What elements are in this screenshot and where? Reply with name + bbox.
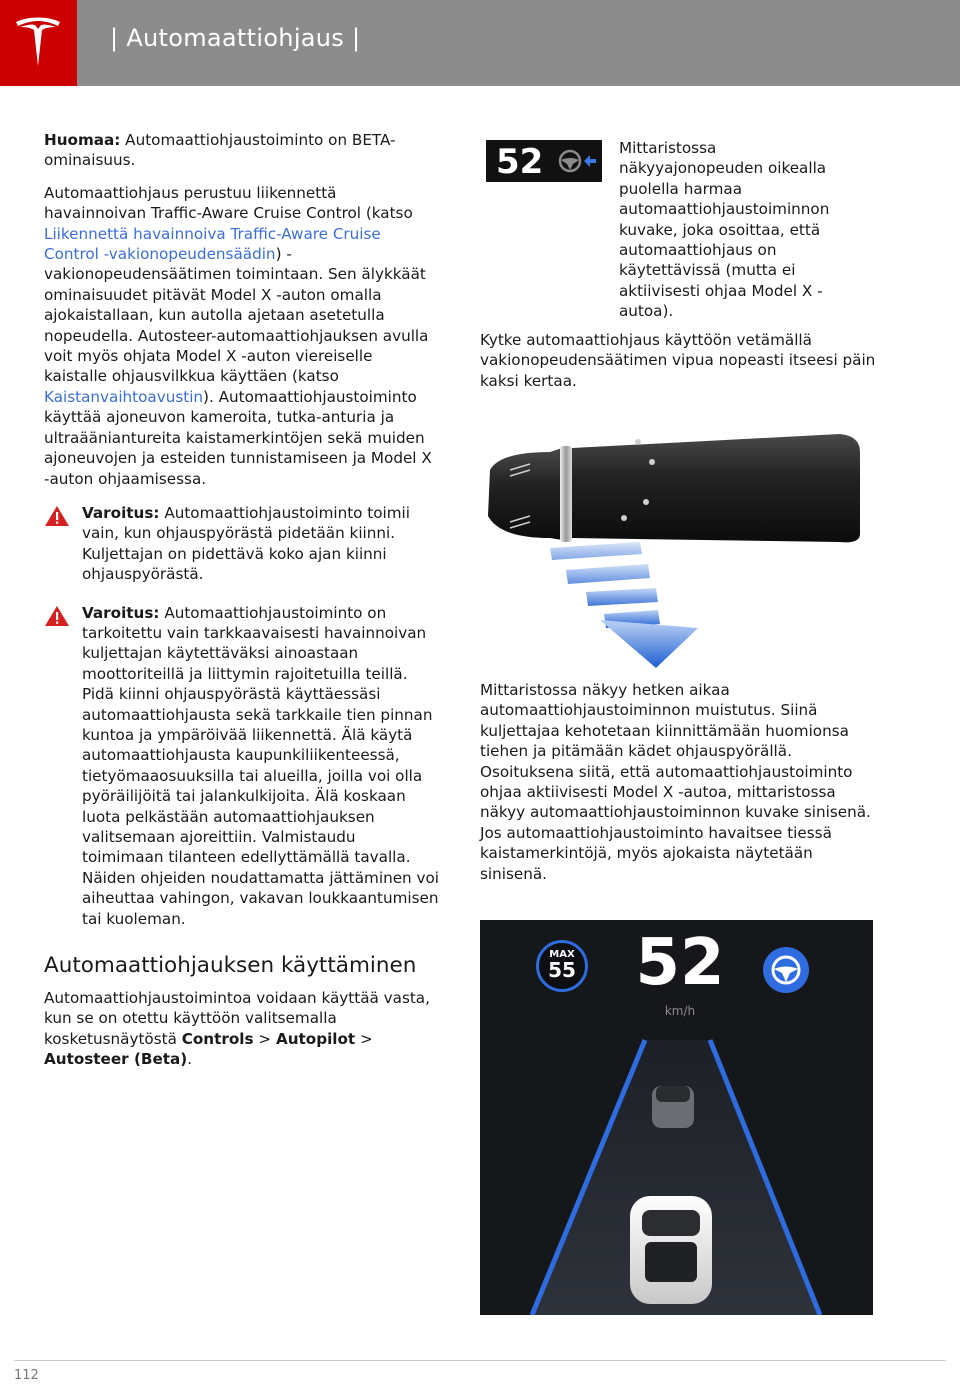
tacc-link[interactable]: Liikennettä havainnoiva Traffic-Aware Cruise Control -vakionopeudensäädin: [44, 224, 381, 264]
usage-paragraph: [44, 988, 439, 1070]
current-speed: 52: [635, 926, 725, 1000]
tesla-logo: [0, 0, 77, 86]
instrument-cluster-display: [480, 920, 873, 1315]
intro-text-a: Automaattiohjaus perustuu liikennettä havainnoivan Traffic-Aware Cruise Control (katso: [44, 183, 413, 223]
warning-label-2: Varoitus:: [82, 603, 160, 622]
controls-label: Controls: [181, 1029, 254, 1048]
warning-text-1: Automaattiohjaustoiminto toimii vain, kun ohjauspyörästä pidetään kiinni. Kuljettajan on pidettävä koko ajan kiinni ohjauspyörästä.: [82, 503, 410, 584]
autosteer-available-text: [619, 138, 859, 322]
speed-unit: km/h: [664, 1004, 696, 1018]
right-column: [480, 130, 880, 403]
speed-limit-label: MAX: [549, 949, 575, 960]
intro-paragraph: [44, 183, 439, 489]
engage-paragraph: Kytke automaattiohjaus käyttöön vetämällä vakionopeudensäätimen vipua nopeasti itseesi päin kaksi kertaa.: [480, 331, 876, 390]
warning-block-1: [44, 503, 439, 585]
intro-text-c: ). Automaattiohjaustoiminto käyttää ajoneuvon kameroita, tutka-anturia ja ultraääniantureita kaistamerkintöjen sekä muiden ajoneuvojen ja esteiden tunnistamiseen ja Model X -auton ohjaamisessa.: [44, 387, 432, 488]
period: .: [187, 1050, 193, 1069]
steering-wheel-icon: [556, 146, 600, 176]
warning-text-2: Automaattiohjaustoiminto on tarkoitettu vain tarkkaavaisesti havainnoivan kuljettajan käytettäväksi ainoastaan moottoriteillä ja liittymin rajoitetuilla teillä. Pidä kiinni ohjauspyörästä käyttäessäsi automaattiohjausta sekä tarkkaile tien pinnan kuntoa ja ympäröivää liikennettä. Älä käytä automaattiohjausta kaupunkiliikenteessä, tietyömaaosuuksilla tai alueilla, joilla voi olla pyöräilijöitä tai jalankulkijoita. Älä koskaan luota pelkästään automaattiohjauksen valitsemaan ajoreittiin. Valmistaudu toimimaan tilanteen edellyttämällä tavalla. Näiden ohjeiden noudattamatta jättäminen voi aiheuttaa vahingon, vakavan loukkaantumisen tai kuoleman.: [82, 603, 439, 928]
path-separator: >: [253, 1029, 276, 1048]
autopilot-label: Autopilot: [275, 1029, 356, 1048]
speed-limit-value: 55: [548, 958, 576, 982]
warning-icon: [44, 505, 70, 527]
cruise-stalk-illustration: [480, 430, 880, 674]
intro-text-b: ) -vakionopeudensäätimen toimintaan. Sen älykkäät ominaisuudet pitävät Model X -auton omalla ajokaistallaan, kun autolla ajetaan asetetulla nopeudella. Autosteer-automaattiohjauksen avulla voit myös ohjata Model X -auton viereiselle kaistalle ohjausvilkkua käyttäen (katso: [44, 245, 429, 386]
section-heading: Automaattiohjauksen käyttäminen: [44, 953, 417, 979]
autosteer-available-row: [480, 130, 880, 330]
page-header: [0, 0, 960, 86]
reminder-paragraph: Mittaristossa näkyy hetken aikaa automaattiohjaustoiminnon muistutus. Siinä kuljettajaa kehotetaan kiinnittämään huomionsa tiehen ja pitämään kädet ohjauspyörällä. Osoituksena siitä, että automaattiohjaustoiminto ohjaa aktiivisesti Model X -autoa, mittaristossa näkyy automaattiohjaustoiminnon kuvake sinisenä. Jos automaattiohjaustoiminto havaitsee tiessä kaistamerkintöjä, myös ajokaista näytetään sinisenä.: [480, 681, 871, 883]
note-text: Automaattiohjaustoiminto on BETA-ominaisuus.: [44, 131, 396, 170]
autosteer-active-icon: [762, 946, 810, 994]
tesla-logo-icon: [14, 16, 62, 68]
lane-change-link[interactable]: Kaistanvaihtoavustin: [44, 387, 204, 406]
page-number: 112: [14, 1368, 39, 1383]
speed-limit-sign: [536, 940, 588, 992]
note-paragraph: [44, 130, 439, 171]
page-title: | Automaattiohjaus |: [110, 24, 361, 52]
warning-label-1: Varoitus:: [82, 503, 160, 522]
left-column: [44, 130, 439, 1082]
usage-text: Automaattiohjaustoimintoa voidaan käyttää vasta, kun se on otettu käyttöön valitsemalla kosketusnäytöstä: [44, 989, 430, 1048]
footer-divider: [14, 1360, 946, 1361]
right-column-lower: [480, 680, 880, 896]
thumbnail-speed: 52: [496, 142, 544, 182]
warning-block-2: [44, 603, 439, 930]
autosteer-label: Autosteer (Beta): [44, 1050, 188, 1069]
note-label: Huomaa:: [44, 131, 121, 149]
path-separator: >: [355, 1029, 373, 1048]
speed-thumbnail: [486, 140, 602, 182]
warning-icon: [44, 605, 70, 627]
thumbnail-description: Mittaristossa näkyyajonopeuden oikealla puolella harmaa automaattiohjaustoiminnon kuvake, joka osoittaa, että automaattiohjaus on käytettävissä (mutta ei aktiivisesti ohjaa Model X -autoa).: [619, 139, 830, 321]
